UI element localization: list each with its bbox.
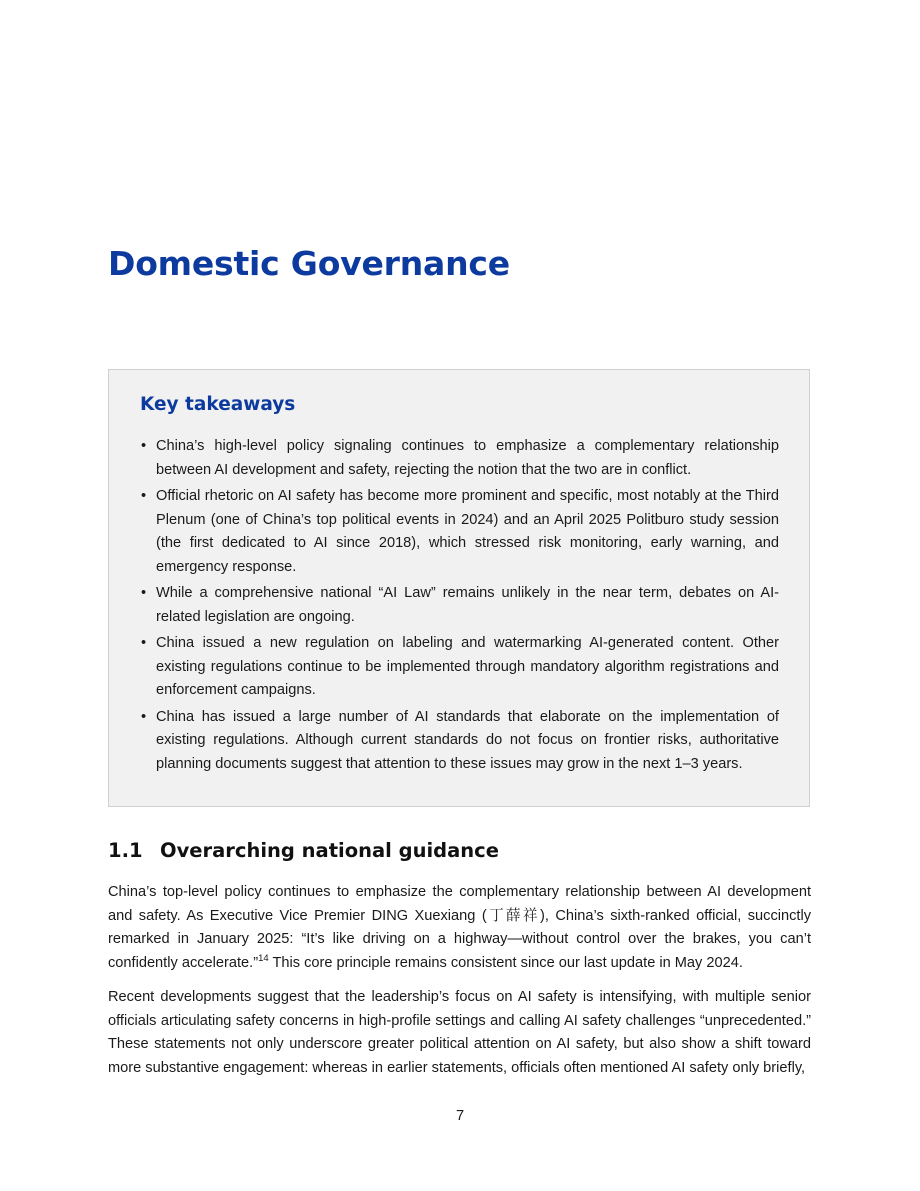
takeaway-text: While a comprehensive national “AI Law” remains unlikely in the near term, debates on AI-related legislation are ongoing. bbox=[156, 585, 779, 625]
page-number: 7 bbox=[455, 1108, 465, 1124]
section-title: Overarching national guidance bbox=[160, 839, 499, 862]
body-paragraph bbox=[108, 881, 811, 975]
takeaway-text: China issued a new regulation on labeling and watermarking AI-generated content. Other existing regulations continue to be implemented through mandatory algorithm registrations and enforcement campaigns. bbox=[156, 635, 779, 698]
takeaway-item bbox=[140, 435, 779, 482]
takeaway-item bbox=[140, 485, 779, 579]
footnote-ref[interactable]: 14 bbox=[258, 952, 269, 964]
body-paragraph: Recent developments suggest that the leadership’s focus on AI safety is intensifying, with multiple senior officials articulating safety concerns in high-profile settings and calling AI safety challenges “unprecedented.” These statements not only underscore greater political attention on AI safety, but also show a shift toward more substantive engagement: whereas in earlier statements, officials often mentioned AI safety only briefly, bbox=[108, 989, 811, 1076]
bullet-icon: • bbox=[141, 585, 147, 601]
bullet-icon: • bbox=[141, 438, 147, 454]
chapter-title: Domestic Governance bbox=[108, 244, 510, 283]
key-takeaways-heading: Key takeaways bbox=[140, 394, 296, 415]
paragraph-text: China’s top-level policy continues to emphasize the complementary relationship between AI development and safety. As Executive Vice Premier DING Xuexiang (丁薛祥), China’s sixth-ranked official, succinctly remarked in January 2025: “It’s like driving on a highway—without control over the brakes, you can’t confidently accelerate.” bbox=[108, 884, 811, 971]
bullet-icon: • bbox=[141, 488, 147, 504]
section-number: 1.1 bbox=[108, 839, 143, 862]
key-takeaways-list bbox=[140, 435, 779, 776]
takeaway-text: Official rhetoric on AI safety has become more prominent and specific, most notably at the Third Plenum (one of China’s top political events in 2024) and an April 2025 Politburo study session (the first dedicated to AI since 2018), which stressed risk monitoring, early warning, and emergency response. bbox=[156, 488, 779, 575]
paragraph-text-tail: This core principle remains consistent since our last update in May 2024. bbox=[268, 954, 743, 971]
takeaway-item bbox=[140, 706, 779, 777]
takeaway-text: China has issued a large number of AI standards that elaborate on the implementation of existing regulations. Although current standards do not focus on frontier risks, authoritative planning documents suggest that attention to these issues may grow in the next 1–3 years. bbox=[156, 708, 779, 772]
takeaway-text: China’s high-level policy signaling continues to emphasize a complementary relationship between AI development and safety, rejecting the notion that the two are in conflict. bbox=[156, 438, 779, 478]
section-heading bbox=[108, 839, 499, 862]
takeaway-item bbox=[140, 632, 779, 703]
key-takeaways-box bbox=[108, 369, 810, 807]
takeaway-item bbox=[140, 582, 779, 629]
bullet-icon: • bbox=[141, 708, 147, 725]
bullet-icon: • bbox=[141, 635, 147, 651]
